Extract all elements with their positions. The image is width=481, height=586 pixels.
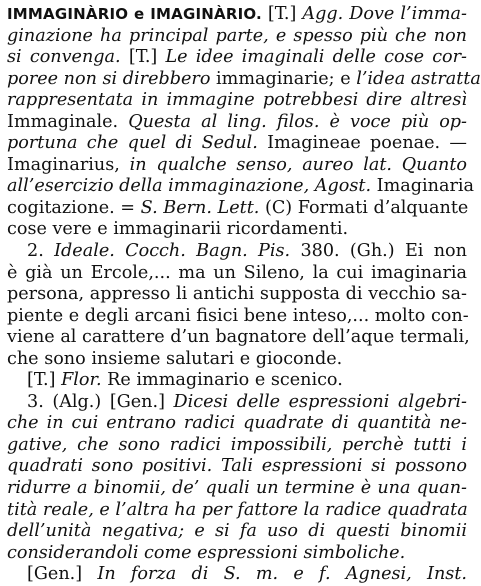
entry-line-3 — [7, 68, 481, 91]
roman-text: 3. (Alg.) [Gen.] — [27, 391, 174, 412]
entry-line-13 — [7, 284, 467, 306]
entry-line-10 — [7, 219, 467, 241]
italic-text: dell’unità negativa; e si fa uso di questi binomii — [7, 521, 467, 542]
entry-line-26 — [7, 564, 467, 586]
italic-text: considerandoli come espressioni simboliche. — [7, 542, 406, 563]
italic-text: in qualche senso, aureo lat. Quanto — [129, 154, 467, 175]
entry-line-5 — [7, 112, 467, 134]
entry-line-15 — [7, 327, 470, 349]
italic-text: ginazione ha principal parte, e spesso più che non — [7, 25, 467, 46]
roman-text: (C) Formati d’alquante — [259, 197, 469, 218]
italic-text: rappresentata in immagine potrebbesi dire altresì — [7, 90, 467, 111]
italic-text: che in cui entrano radici quadrate di quantità ne- — [7, 413, 467, 434]
roman-text: Re immaginario e scenico. — [101, 370, 343, 391]
italic-text: tità reale, e l’altra ha per fattore la radice quadrata — [7, 499, 468, 520]
roman-text: Imaginaria — [371, 176, 474, 197]
italic-text: si convenga. — [7, 47, 129, 68]
entry-line-24 — [7, 521, 467, 543]
roman-text: è già un Ercole,... ma un Sileno, la cui imaginaria — [7, 262, 467, 283]
entry-line-17 — [7, 370, 467, 392]
italic-text: poree non si direbbero — [7, 68, 217, 89]
italic-text: Agg. Dove l’imma- — [302, 4, 467, 24]
entry-line-0 — [7, 4, 467, 26]
italic-text: portuna che quel di Sedul. — [7, 133, 258, 154]
entry-line-12 — [7, 263, 467, 285]
roman-text: Immaginale. — [7, 111, 129, 132]
sense-3-line-18 — [7, 392, 467, 414]
entry-line-16 — [7, 349, 467, 371]
italic-text: S. Bern. Lett. — [140, 197, 260, 218]
entry-line-7 — [7, 155, 467, 177]
roman-text: immaginarie; e — [216, 68, 357, 89]
roman-text: 2. — [27, 241, 55, 262]
entry-line-8 — [7, 176, 474, 198]
italic-text: Questa al ling. filos. è voce più op- — [128, 111, 467, 132]
italic-text: ridurre a binomii, de’ quali un termine è una quan- — [7, 478, 467, 499]
entry-line-23 — [7, 500, 467, 522]
entry-line-19 — [7, 413, 467, 435]
roman-text: 380. (Gh.) Ei non — [290, 241, 467, 262]
entry-line-9 — [7, 198, 467, 220]
roman-text: [T.] — [128, 47, 166, 68]
italic-text: Le idee imaginali delle cose cor- — [165, 47, 467, 68]
roman-text: [Gen.] — [27, 564, 98, 585]
headword: IMMAGINÀRIO e IMAGINÀRIO. — [7, 5, 262, 23]
italic-text: In forza di S. m. e f. Agnesi, Inst. — [97, 564, 467, 585]
italic-text: all’esercizio della immaginazione, Agost. — [7, 176, 372, 197]
italic-text: quadrati sono positivi. Tali espressioni si possono — [7, 456, 467, 477]
roman-text: [T.] — [267, 4, 303, 24]
roman-text: [T.] — [27, 370, 62, 391]
entry-line-20 — [7, 435, 467, 457]
italic-text: Flor. — [61, 370, 102, 391]
italic-text: gative, che sono radici impossibili, perchè tutti i — [7, 434, 467, 455]
entry-line-22 — [7, 478, 467, 500]
entry-line-4 — [7, 90, 467, 112]
roman-text: viene al carattere d’un bagnatore dell’aque termali, — [7, 327, 470, 348]
sense-2-line-11 — [7, 241, 467, 263]
entry-line-14 — [7, 306, 467, 328]
entry-line-21 — [7, 456, 467, 478]
entry-line-1 — [7, 26, 467, 48]
roman-text: Imagineae poenae. — — [257, 133, 467, 154]
entry-line-25 — [7, 543, 467, 565]
roman-text: cose vere e immaginarii ricordamenti. — [7, 219, 349, 240]
italic-text: Ideale. Cocch. Bagn. Pis. — [54, 241, 291, 262]
roman-text: Imaginarius, — [7, 154, 130, 175]
italic-text: Dicesi delle espressioni algebri- — [173, 391, 467, 412]
roman-text: cogitazione. = — [7, 197, 141, 218]
roman-text: persona, appresso li antichi supposta di vecchio sa- — [7, 284, 467, 305]
italic-text: l’idea astratta — [356, 68, 481, 89]
entry-line-2 — [7, 47, 467, 69]
roman-text: che sono insieme salutari e gioconde. — [7, 348, 343, 369]
entry-line-6 — [7, 133, 467, 155]
roman-text: piente e degli arcani fisici bene inteso,... molto con- — [7, 305, 469, 326]
